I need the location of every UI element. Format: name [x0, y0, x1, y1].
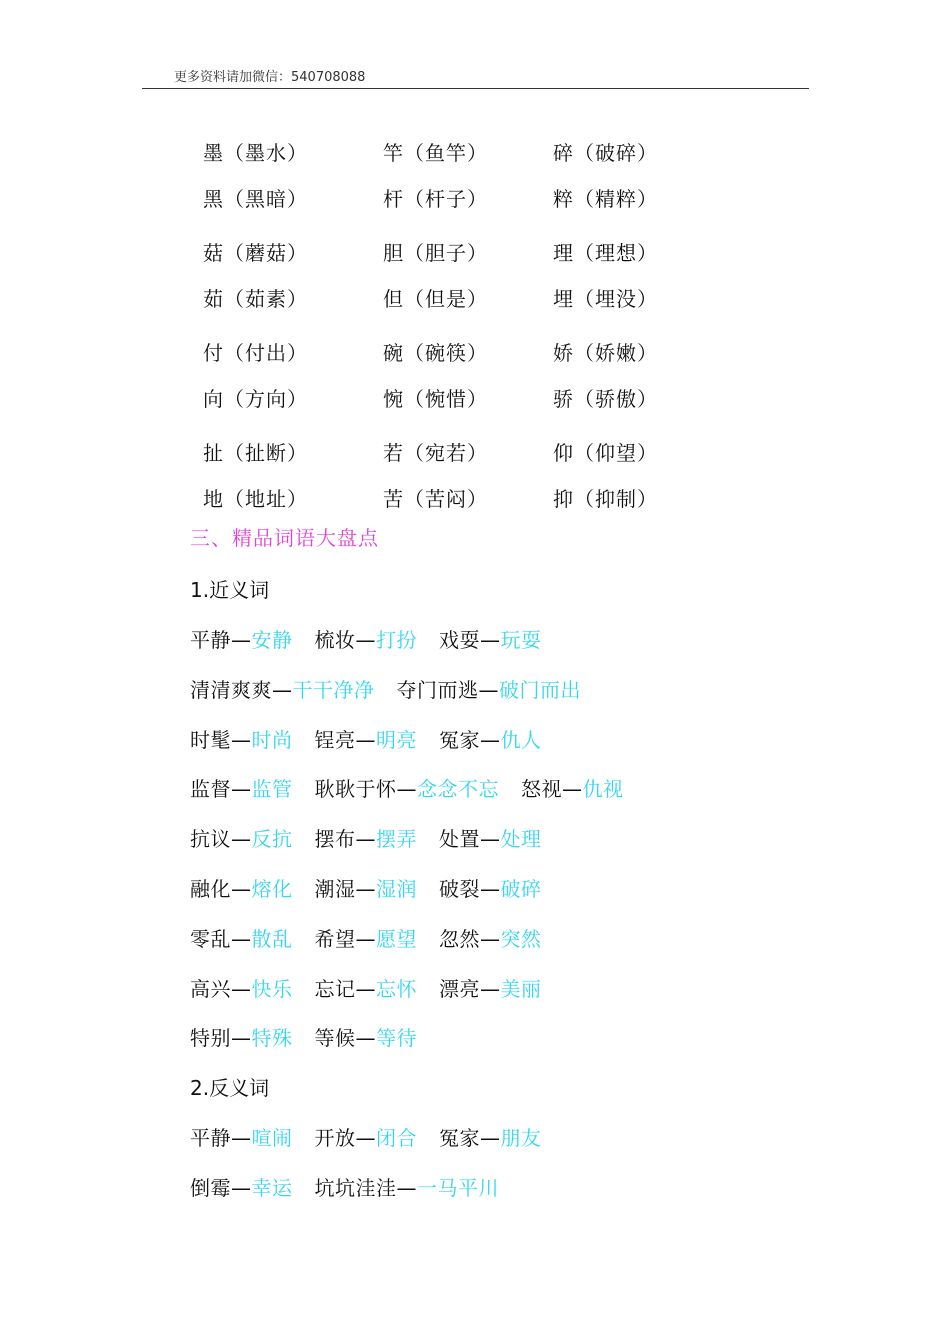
word-pair [315, 624, 418, 653]
pair-cell: 苦（苦闷） [383, 486, 488, 511]
word-pair [190, 973, 293, 1002]
word-base: 时髦 [190, 727, 231, 752]
pair-cell: 碗（碗筷） [383, 340, 488, 365]
word-answer: 美丽 [500, 976, 542, 1001]
word-base: 漂亮 [439, 976, 480, 1001]
word-dash: — [355, 727, 376, 752]
word-line [190, 624, 564, 653]
word-base: 等候 [314, 1026, 356, 1051]
pair-cell: 碎（破碎） [553, 140, 658, 165]
pair-row [203, 474, 658, 520]
word-dash: — [355, 926, 376, 951]
word-pair [439, 823, 542, 852]
word-line [190, 773, 646, 802]
pair-cell: 向（方向） [203, 386, 308, 411]
synonyms-heading: 1.近义词 [190, 578, 270, 602]
word-answer: 仇人 [500, 727, 542, 752]
pair-row [203, 428, 658, 474]
word-dash: — [231, 777, 252, 802]
word-dash: — [355, 877, 376, 901]
word-dash: — [480, 926, 501, 951]
word-pair [190, 773, 293, 802]
page-header: 更多资料请加微信：540708088 [174, 70, 366, 85]
word-dash: — [396, 777, 417, 802]
pair-row [203, 128, 658, 174]
word-base: 耿耿于怀 [314, 777, 397, 802]
word-pair [190, 624, 293, 653]
word-base: 抗议 [190, 827, 231, 852]
word-pair [439, 724, 542, 753]
word-pair [439, 873, 542, 902]
pair-cell: 地（地址） [203, 486, 308, 511]
word-line [190, 674, 603, 703]
word-dash: — [231, 1126, 252, 1150]
word-dash: — [231, 1175, 252, 1200]
pair-row [203, 274, 658, 320]
word-dash: — [355, 827, 376, 852]
word-base: 处置 [439, 827, 480, 852]
word-pair [315, 873, 418, 902]
word-dash: — [480, 827, 501, 852]
pair-cell: 竿（鱼竿） [383, 140, 488, 165]
word-answer: 闭合 [376, 1126, 417, 1150]
word-base: 特别 [190, 1026, 231, 1051]
word-line [190, 873, 564, 902]
word-pair [315, 823, 418, 852]
pair-row [203, 174, 658, 220]
word-pair [190, 873, 293, 902]
word-dash: — [480, 1126, 501, 1150]
word-answer: 破碎 [500, 877, 542, 901]
word-answer: 明亮 [376, 727, 417, 752]
pair-cell: 娇（娇嫩） [553, 340, 658, 365]
word-answer: 玩耍 [500, 628, 542, 652]
word-dash: — [478, 677, 499, 702]
word-base: 忘记 [314, 976, 356, 1001]
pair-cell: 扯（扯断） [203, 440, 308, 465]
pair-cell: 若（宛若） [383, 440, 488, 465]
word-dash: — [231, 976, 252, 1001]
word-base: 坑坑洼洼 [314, 1175, 397, 1200]
word-dash: — [355, 1126, 376, 1150]
word-line [190, 1022, 439, 1051]
word-pair [190, 1022, 293, 1051]
word-dash: — [355, 628, 376, 652]
word-dash: — [355, 976, 376, 1001]
word-pair [315, 724, 418, 753]
pair-group [203, 128, 658, 220]
word-pair [315, 773, 500, 802]
word-answer: 处理 [500, 827, 542, 852]
word-answer: 一马平川 [417, 1175, 499, 1200]
word-pair [439, 1122, 542, 1151]
word-base: 希望 [314, 926, 356, 951]
word-dash: — [480, 628, 501, 652]
word-pair [190, 724, 293, 753]
word-line [190, 724, 564, 753]
word-base: 平静 [190, 1126, 231, 1150]
word-dash: — [231, 926, 252, 951]
word-line [190, 973, 564, 1002]
word-pair [521, 773, 624, 802]
pair-cell: 但（但是） [383, 286, 488, 311]
word-base: 开放 [314, 1126, 356, 1150]
word-answer: 幸运 [251, 1175, 293, 1200]
pair-cell: 抑（抑制） [553, 486, 658, 511]
pair-cell: 胆（胆子） [383, 240, 488, 265]
word-answer: 打扮 [376, 628, 417, 652]
word-pair [397, 674, 582, 703]
pair-row [203, 374, 658, 420]
word-base: 清清爽爽 [190, 677, 272, 702]
pair-cell: 黑（黑暗） [203, 186, 308, 211]
word-base: 怒视 [521, 777, 562, 802]
word-pair [315, 1122, 418, 1151]
pair-cell: 惋（惋惜） [383, 386, 488, 411]
word-base: 零乱 [190, 926, 231, 951]
word-answer: 忘怀 [376, 976, 417, 1001]
word-base: 冤家 [439, 1126, 480, 1150]
word-pair [190, 923, 293, 952]
word-pair [439, 624, 542, 653]
word-pair [315, 923, 418, 952]
word-dash: — [480, 727, 501, 752]
word-base: 融化 [190, 877, 231, 901]
word-dash: — [231, 1026, 252, 1051]
word-answer: 安静 [251, 628, 293, 652]
pair-group [203, 428, 658, 520]
word-answer: 干干净净 [292, 677, 375, 702]
word-dash: — [231, 727, 252, 752]
character-pairs [203, 128, 658, 528]
word-line [190, 923, 564, 952]
word-dash: — [272, 677, 293, 702]
word-answer: 反抗 [251, 827, 293, 852]
pair-group [203, 228, 658, 320]
section-title: 三、精品词语大盘点 [190, 526, 379, 550]
pair-cell: 墨（墨水） [203, 140, 308, 165]
word-pair [190, 823, 293, 852]
pair-cell: 茹（茹素） [203, 286, 308, 311]
antonyms-heading: 2.反义词 [190, 1076, 270, 1100]
word-pair [190, 674, 375, 703]
word-pair [315, 973, 418, 1002]
word-dash: — [355, 1026, 376, 1051]
word-answer: 特殊 [251, 1026, 293, 1051]
word-base: 监督 [190, 777, 231, 802]
word-base: 忽然 [439, 926, 480, 951]
word-base: 破裂 [439, 877, 480, 901]
word-answer: 突然 [500, 926, 542, 951]
word-dash: — [231, 827, 252, 852]
word-answer: 散乱 [251, 926, 293, 951]
pair-group [203, 328, 658, 420]
word-dash: — [396, 1175, 417, 1200]
pair-cell: 埋（埋没） [553, 286, 658, 311]
word-base: 平静 [190, 628, 231, 652]
word-base: 锃亮 [314, 727, 356, 752]
word-answer: 仇视 [582, 777, 624, 802]
pair-cell: 粹（精粹） [553, 186, 658, 211]
header-divider [142, 88, 809, 89]
word-answer: 监管 [251, 777, 293, 802]
word-base: 戏耍 [439, 628, 480, 652]
pair-row [203, 328, 658, 374]
word-pair [439, 923, 542, 952]
word-pair [190, 1122, 293, 1151]
pair-cell: 杆（杆子） [383, 186, 488, 211]
pair-cell: 付（付出） [203, 340, 308, 365]
pair-row [203, 228, 658, 274]
word-base: 倒霉 [190, 1175, 231, 1200]
word-answer: 等待 [376, 1026, 417, 1051]
word-base: 冤家 [439, 727, 480, 752]
word-answer: 熔化 [251, 877, 293, 901]
word-dash: — [562, 777, 583, 802]
word-base: 夺门而逃 [396, 677, 479, 702]
word-line [190, 1172, 521, 1201]
word-answer: 破门而出 [499, 677, 581, 702]
word-base: 梳妆 [314, 628, 356, 652]
word-pair [315, 1022, 418, 1051]
word-pair [190, 1172, 293, 1201]
word-answer: 摆弄 [376, 827, 417, 852]
word-answer: 念念不忘 [417, 777, 499, 802]
word-base: 高兴 [190, 976, 231, 1001]
word-base: 潮湿 [314, 877, 356, 901]
pair-cell: 仰（仰望） [553, 440, 658, 465]
word-base: 摆布 [314, 827, 356, 852]
word-dash: — [231, 877, 252, 901]
word-answer: 喧闹 [251, 1126, 293, 1150]
pair-cell: 理（理想） [553, 240, 658, 265]
word-answer: 朋友 [500, 1126, 542, 1150]
word-line [190, 823, 564, 852]
word-pair [439, 973, 542, 1002]
word-dash: — [480, 877, 501, 901]
word-answer: 快乐 [251, 976, 293, 1001]
word-answer: 愿望 [376, 926, 417, 951]
pair-cell: 菇（蘑菇） [203, 240, 308, 265]
word-line [190, 1122, 564, 1151]
word-answer: 湿润 [376, 877, 417, 901]
word-dash: — [231, 628, 252, 652]
word-pair [315, 1172, 500, 1201]
word-answer: 时尚 [251, 727, 293, 752]
word-dash: — [480, 976, 501, 1001]
pair-cell: 骄（骄傲） [553, 386, 658, 411]
